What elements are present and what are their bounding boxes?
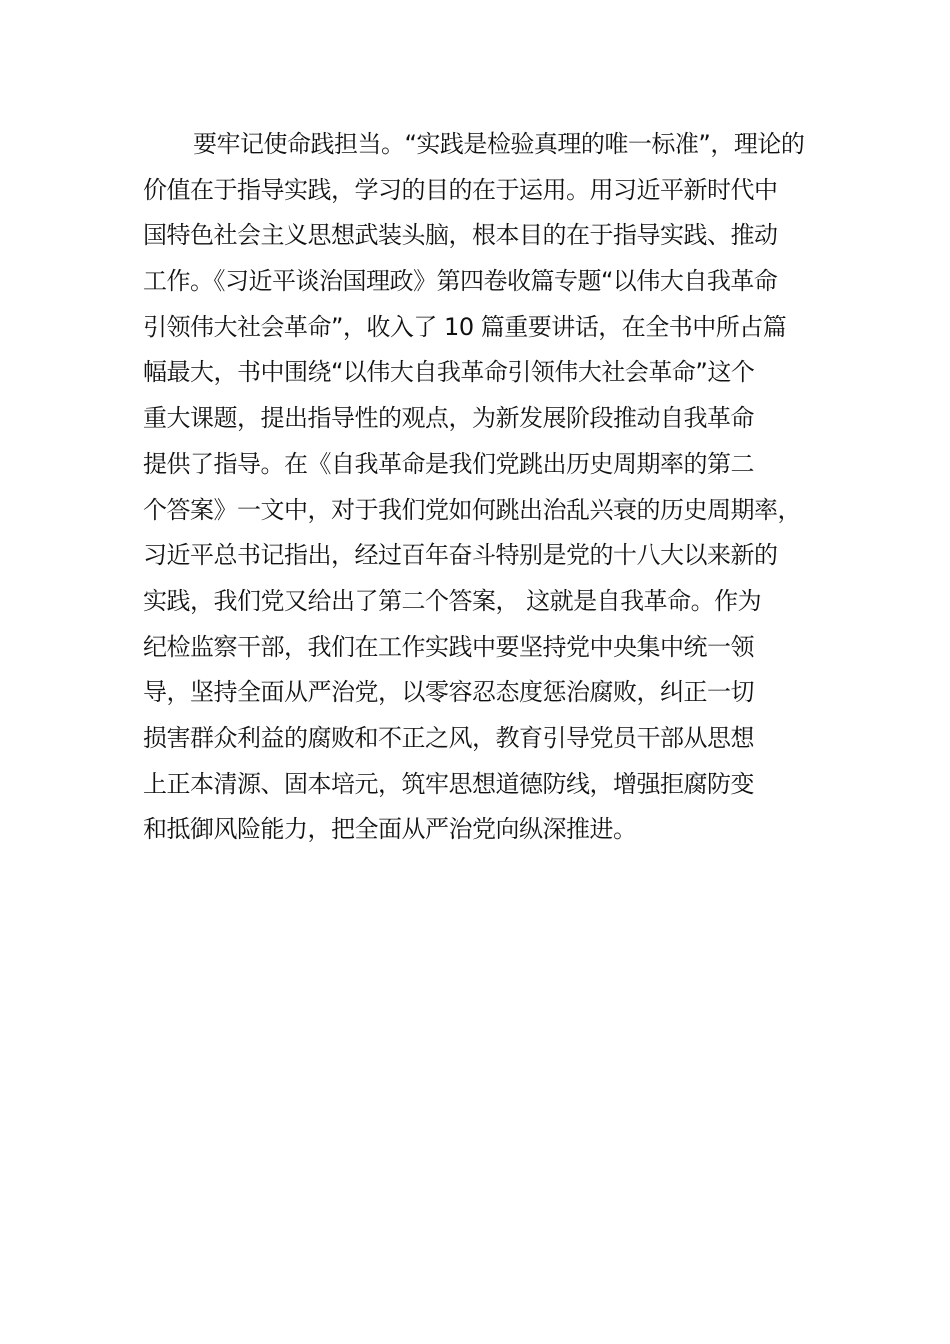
paragraph-line: 纪检监察干部，我们在工作实践中要坚持党中央集中统一领 <box>143 632 754 661</box>
paragraph-line: 和抵御风险能力，把全面从严治党向纵深推进。 <box>143 815 637 844</box>
paragraph-line: 要牢记使命践担当。“实践是检验真理的唯一标准”，理论的 <box>193 130 805 158</box>
paragraph-line: 工作。《习近平谈治国理政》第四卷收篇专题“以伟大自我革命 <box>143 267 778 296</box>
paragraph-line: 实践，我们党又给出了第二个答案， 这就是自我革命。作为 <box>143 586 762 615</box>
paragraph-line: 国特色社会主义思想武装头脑，根本目的在于指导实践、推动 <box>143 221 778 250</box>
paragraph-line: 引领伟大社会革命”，收入了 10 篇重要讲话，在全书中所占篇 <box>143 312 787 341</box>
paragraph-line: 提供了指导。在《自我革命是我们党跳出历史周期率的第二 <box>143 449 754 478</box>
paragraph-line: 导，坚持全面从严治党，以零容忍态度惩治腐败，纠正一切 <box>143 678 754 707</box>
paragraph-line: 重大课题，提出指导性的观点，为新发展阶段推动自我革命 <box>143 404 754 433</box>
paragraph-line: 个答案》一文中，对于我们党如何跳出治乱兴衰的历史周期率， <box>143 495 801 524</box>
paragraph-line: 幅最大，书中围绕“以伟大自我革命引领伟大社会革命”这个 <box>143 358 755 387</box>
paragraph-line: 损害群众利益的腐败和不正之风，教育引导党员干部从思想 <box>143 723 754 752</box>
paragraph-line: 价值在于指导实践，学习的目的在于运用。用习近平新时代中 <box>143 175 778 204</box>
paragraph-line: 上正本清源、固本培元，筑牢思想道德防线，增强拒腐防变 <box>143 769 754 798</box>
body-paragraph <box>143 122 843 853</box>
paragraph-line: 习近平总书记指出，经过百年奋斗特别是党的十八大以来新的 <box>143 541 778 570</box>
